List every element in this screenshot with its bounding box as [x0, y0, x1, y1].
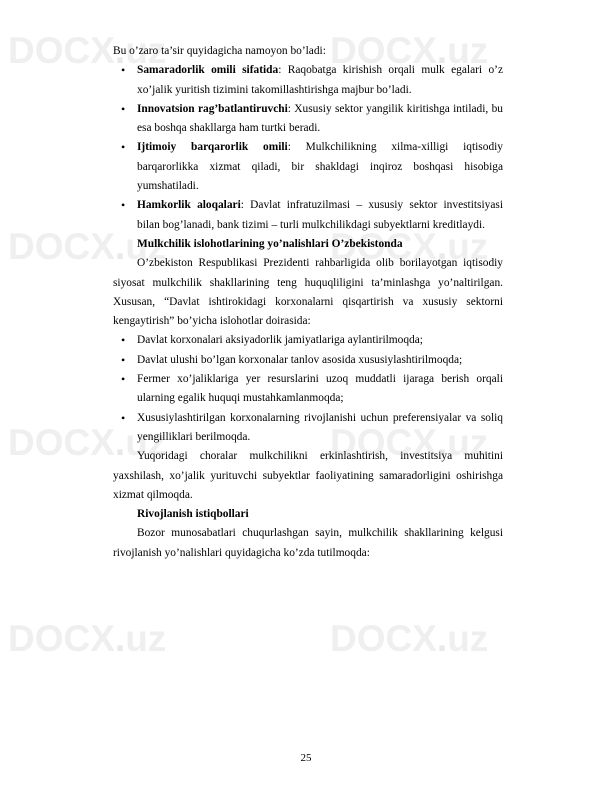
paragraph: O’zbekiston Respublikasi Prezidenti rahbarligida olib borilayotgan iqtisodiy siyosat mulkchilik shakllarining teng huquqliligini ta’minlashga yo’naltirilgan. Xususan, “Davlat ishtirokidagi korxonalarni qisqartirish va xususiy sektorni kengaytirish” bo’yicha islohotlar doirasida: [113, 257, 503, 328]
list-item-text: : Mulkchilikning xilma-xilligi iqtisodiy barqarorlikka xizmat qiladi, bir shakldagi inqiroz boshqasi hisobiga yumshatiladi. [137, 141, 503, 193]
section-heading: Mulkchilik islohotlarining yo’nalishlari O’zbekistonda [137, 237, 403, 250]
list-item [113, 61, 503, 100]
watermark: DOCX.uz [8, 30, 167, 71]
list-item [113, 409, 503, 448]
list-item-text: : Raqobatga kirishish orqali mulk egalari o’z xo’jalik yuritish tizimini takomillashtirishga majbur bo’ladi. [137, 64, 503, 96]
watermark: DOCX.uz [330, 30, 489, 71]
intro-paragraph: Bu o’zaro ta’sir quyidagicha namoyon bo’ladi: [113, 45, 326, 57]
page-number: 25 [300, 752, 312, 764]
list-item-text: Davlat korxonalari aksiyadorlik jamiyatlariga aylantirilmoqda; [137, 334, 423, 347]
list-item-text: : Xususiy sektor yangilik kiritishga intiladi, bu esa boshqa shakllarga ham turtki beradi. [137, 102, 503, 135]
paragraph: Yuqoridagi choralar mulkchilikni erkinlashtirish, investitsiya muhitini yaxshilash, xo’jalik yurituvchi subyektlar faoliyatining samaradorligini oshirishga xizmat qilmoqda. [113, 450, 503, 501]
list-item [113, 138, 503, 196]
list-item-bold: Samaradorlik omili sifatida [137, 64, 279, 77]
watermark: DOCX.uz [8, 422, 167, 463]
paragraph: Bozor munosabatlari chuqurlashgan sayin, mulkchilik shakllarining kelgusi rivojlanish yo’nalishlari quyidagicha ko’zda tutilmoqda: [113, 527, 503, 559]
list-item [113, 100, 503, 139]
watermark: DOCX.uz [330, 226, 489, 267]
text-column [113, 42, 503, 563]
list-item [113, 370, 503, 409]
list-item-bold: Innovatsion rag’batlantiruvchi [137, 102, 288, 115]
list-item [113, 351, 503, 370]
list-item [113, 196, 503, 235]
section-heading: Rivojlanish istiqbollari [137, 508, 249, 521]
list-item-bold: Ijtimoiy barqarorlik omili [137, 141, 288, 154]
list-item-text: Xususiylashtirilgan korxonalarning rivojlanishi uchun preferensiyalar va soliq yengilliklari berilmoqda. [137, 411, 503, 443]
list-item-text: Davlat ulushi bo’lgan korxonalar tanlov asosida xususiylashtirilmoqda; [137, 353, 463, 366]
list-item [113, 331, 503, 350]
watermark: DOCX.uz [8, 226, 167, 267]
watermark: DOCX.uz [8, 618, 167, 659]
list-item-text: : Davlat infratuzilmasi – xususiy sektor investitsiyasi bilan bog’lanadi, bank tizimi – turli mulkchilikdagi subyektlarni kreditlaydi. [137, 199, 503, 231]
watermark: DOCX.uz [330, 618, 489, 659]
list-item-text: Fermer xo’jaliklariga yer resurslarini uzoq muddatli ijaraga berish orqali ularning egalik huquqi mustahkamlanmoqda; [137, 373, 503, 405]
bullet-list-top [113, 61, 503, 235]
bullet-list-middle [113, 331, 503, 447]
list-item-bold: Hamkorlik aloqalari [137, 199, 241, 212]
watermark: DOCX.uz [330, 422, 489, 463]
